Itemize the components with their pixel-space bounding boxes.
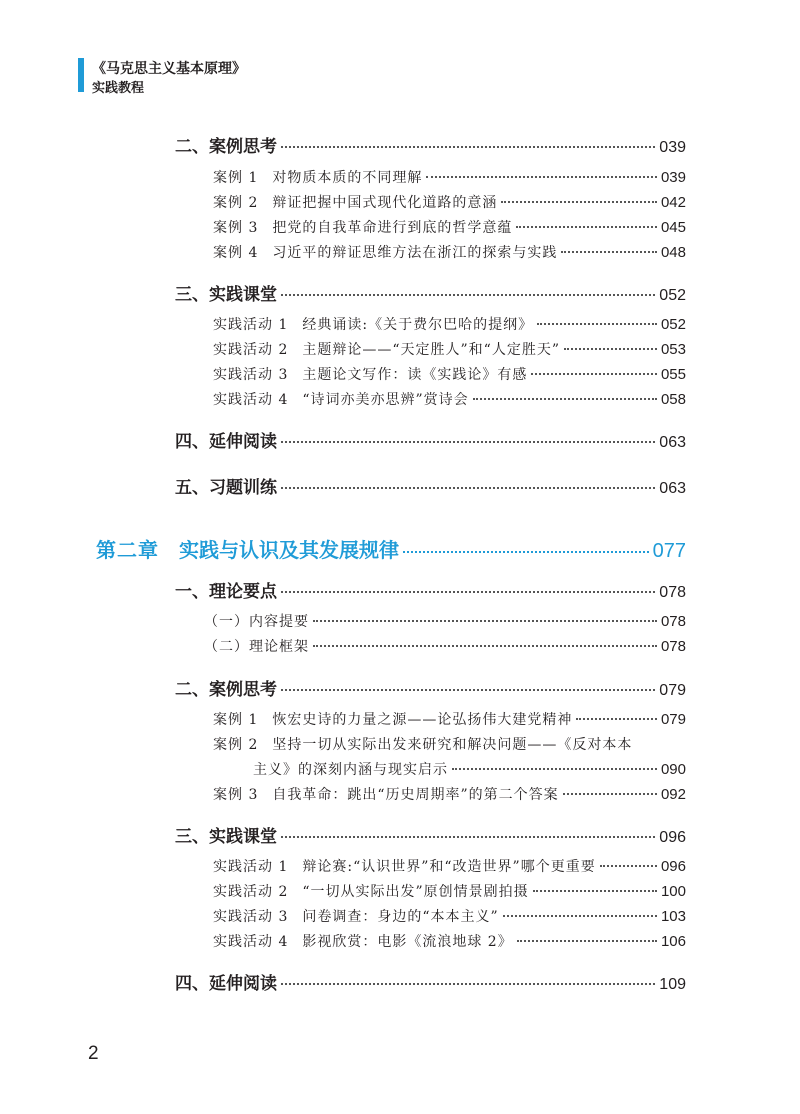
page-ref: 096 bbox=[659, 829, 686, 846]
case-label: 案例 2 bbox=[213, 195, 259, 211]
dot-leader bbox=[600, 865, 657, 867]
section-title: 五、习题训练 bbox=[175, 478, 277, 498]
activity-title: 主题辩论——“天定胜人”和“人定胜天” bbox=[302, 342, 560, 358]
page-ref: 092 bbox=[660, 786, 686, 803]
activity-label: 实践活动 2 bbox=[213, 884, 289, 900]
toc-case[interactable] bbox=[213, 734, 686, 754]
page-ref: 063 bbox=[659, 480, 686, 497]
toc-activity[interactable] bbox=[213, 931, 686, 951]
section-title: 三、实践课堂 bbox=[175, 827, 277, 847]
section-title: 四、延伸阅读 bbox=[175, 432, 277, 452]
dot-leader bbox=[403, 551, 649, 553]
activity-label: 实践活动 3 bbox=[213, 909, 289, 925]
dot-leader bbox=[281, 983, 655, 985]
page-ref: 090 bbox=[660, 761, 686, 778]
toc-case[interactable] bbox=[213, 242, 686, 262]
page-ref: 096 bbox=[660, 858, 686, 875]
page-ref: 100 bbox=[660, 883, 686, 900]
toc-case[interactable] bbox=[213, 217, 686, 237]
page-ref: 055 bbox=[660, 366, 686, 383]
dot-leader bbox=[281, 487, 655, 489]
dot-leader bbox=[281, 836, 655, 838]
page-ref: 052 bbox=[660, 316, 686, 333]
toc-case[interactable] bbox=[213, 192, 686, 212]
dot-leader bbox=[576, 718, 657, 720]
page-ref: 106 bbox=[660, 933, 686, 950]
case-title: 对物质本质的不同理解 bbox=[272, 170, 423, 186]
section-title: 一、理论要点 bbox=[175, 582, 277, 602]
dot-leader bbox=[516, 226, 657, 228]
activity-title: 影视欣赏：电影《流浪地球 2》 bbox=[302, 934, 513, 950]
toc-section[interactable] bbox=[175, 473, 686, 498]
page-ref: 078 bbox=[659, 584, 686, 601]
page-number: 2 bbox=[88, 1043, 99, 1064]
page-ref: 063 bbox=[659, 434, 686, 451]
dot-leader bbox=[473, 398, 657, 400]
dot-leader bbox=[313, 645, 657, 647]
page-ref: 078 bbox=[660, 613, 686, 630]
dot-leader bbox=[452, 768, 657, 770]
case-title: 辩证把握中国式现代化道路的意涵 bbox=[272, 195, 498, 211]
dot-leader bbox=[563, 793, 657, 795]
section-title: 二、案例思考 bbox=[175, 680, 277, 700]
toc-section[interactable] bbox=[175, 280, 686, 305]
dot-leader bbox=[503, 915, 657, 917]
activity-title: 经典诵读:《关于费尔巴哈的提纲》 bbox=[302, 317, 534, 333]
page-ref: 109 bbox=[659, 976, 686, 993]
toc-activity[interactable] bbox=[213, 339, 686, 359]
case-label: 案例 1 bbox=[213, 170, 259, 186]
activity-title: 主题论文写作：读《实践论》有感 bbox=[302, 367, 528, 383]
case-title: 自我革命：跳出“历史周期率”的第二个答案 bbox=[272, 787, 559, 803]
case-label: 案例 3 bbox=[213, 220, 259, 236]
toc-case[interactable] bbox=[213, 784, 686, 804]
dot-leader bbox=[281, 294, 655, 296]
page-ref: 048 bbox=[660, 244, 686, 261]
dot-leader bbox=[517, 940, 657, 942]
toc-section[interactable] bbox=[175, 969, 686, 994]
activity-label: 实践活动 3 bbox=[213, 367, 289, 383]
dot-leader bbox=[501, 201, 657, 203]
case-label: 案例 1 bbox=[213, 712, 259, 728]
book-subtitle: 实践教程 bbox=[92, 81, 145, 96]
page-ref: 103 bbox=[660, 908, 686, 925]
page-ref: 079 bbox=[659, 682, 686, 699]
section-title: 四、延伸阅读 bbox=[175, 974, 277, 994]
activity-label: 实践活动 1 bbox=[213, 859, 289, 875]
page-ref: 039 bbox=[660, 169, 686, 186]
toc-section[interactable] bbox=[175, 132, 686, 157]
dot-leader bbox=[281, 441, 655, 443]
activity-title: 辩论赛:“认识世界”和“改造世界”哪个更重要 bbox=[302, 859, 596, 875]
toc-chapter[interactable] bbox=[96, 534, 686, 563]
dot-leader bbox=[533, 890, 657, 892]
dot-leader bbox=[313, 620, 657, 622]
dot-leader bbox=[564, 348, 657, 350]
activity-label: 实践活动 4 bbox=[213, 934, 289, 950]
toc-section[interactable] bbox=[175, 822, 686, 847]
dot-leader bbox=[281, 591, 655, 593]
chapter-title: 实践与认识及其发展规律 bbox=[179, 538, 399, 562]
activity-label: 实践活动 4 bbox=[213, 392, 289, 408]
page-ref: 052 bbox=[659, 287, 686, 304]
book-title: 《马克思主义基本原理》 bbox=[92, 61, 246, 77]
toc-section[interactable] bbox=[175, 427, 686, 452]
case-title: 坚持一切从实际出发来研究和解决问题——《反对本本 bbox=[272, 737, 633, 753]
activity-label: 实践活动 2 bbox=[213, 342, 289, 358]
case-label: 案例 3 bbox=[213, 787, 259, 803]
page-ref: 079 bbox=[660, 711, 686, 728]
page-ref: 039 bbox=[659, 139, 686, 156]
toc-theory-item[interactable] bbox=[204, 636, 686, 656]
toc-case[interactable] bbox=[213, 709, 686, 729]
dot-leader bbox=[531, 373, 657, 375]
page-ref: 042 bbox=[660, 194, 686, 211]
page-ref: 077 bbox=[652, 540, 686, 562]
toc-activity[interactable] bbox=[213, 314, 686, 334]
case-title: 恢宏史诗的力量之源——论弘扬伟大建党精神 bbox=[272, 712, 573, 728]
dot-leader bbox=[426, 176, 657, 178]
toc-activity[interactable] bbox=[213, 856, 686, 876]
page-ref: 078 bbox=[660, 638, 686, 655]
case-title: 把党的自我革命进行到底的哲学意蕴 bbox=[272, 220, 513, 236]
toc-case[interactable] bbox=[213, 167, 686, 187]
activity-label: 实践活动 1 bbox=[213, 317, 289, 333]
activity-title: “诗词亦美亦思辨”赏诗会 bbox=[302, 392, 469, 408]
toc-section[interactable] bbox=[175, 675, 686, 700]
case-label: 案例 4 bbox=[213, 245, 259, 261]
theory-item-title: （一）内容提要 bbox=[204, 614, 309, 630]
toc-activity[interactable] bbox=[213, 881, 686, 901]
dot-leader bbox=[561, 251, 657, 253]
theory-item-title: （二）理论框架 bbox=[204, 639, 309, 655]
case-title-continued: 主义》的深刻内涵与现实启示 bbox=[253, 762, 448, 778]
page-ref: 058 bbox=[660, 391, 686, 408]
dot-leader bbox=[537, 323, 657, 325]
toc-activity[interactable] bbox=[213, 906, 686, 926]
toc-activity[interactable] bbox=[213, 389, 686, 409]
chapter-label: 第二章 bbox=[96, 538, 159, 562]
page-ref: 045 bbox=[660, 219, 686, 236]
activity-title: “一切从实际出发”原创情景剧拍摄 bbox=[302, 884, 529, 900]
toc-section[interactable] bbox=[175, 577, 686, 602]
page-ref: 053 bbox=[660, 341, 686, 358]
toc-case-continued[interactable] bbox=[253, 759, 686, 779]
section-title: 三、实践课堂 bbox=[175, 285, 277, 305]
dot-leader bbox=[281, 146, 655, 148]
section-title: 二、案例思考 bbox=[175, 137, 277, 157]
toc-theory-item[interactable] bbox=[204, 611, 686, 631]
case-title: 习近平的辩证思维方法在浙江的探索与实践 bbox=[272, 245, 558, 261]
toc-activity[interactable] bbox=[213, 364, 686, 384]
dot-leader bbox=[281, 689, 655, 691]
case-label: 案例 2 bbox=[213, 737, 259, 753]
activity-title: 问卷调查：身边的“本本主义” bbox=[302, 909, 499, 925]
